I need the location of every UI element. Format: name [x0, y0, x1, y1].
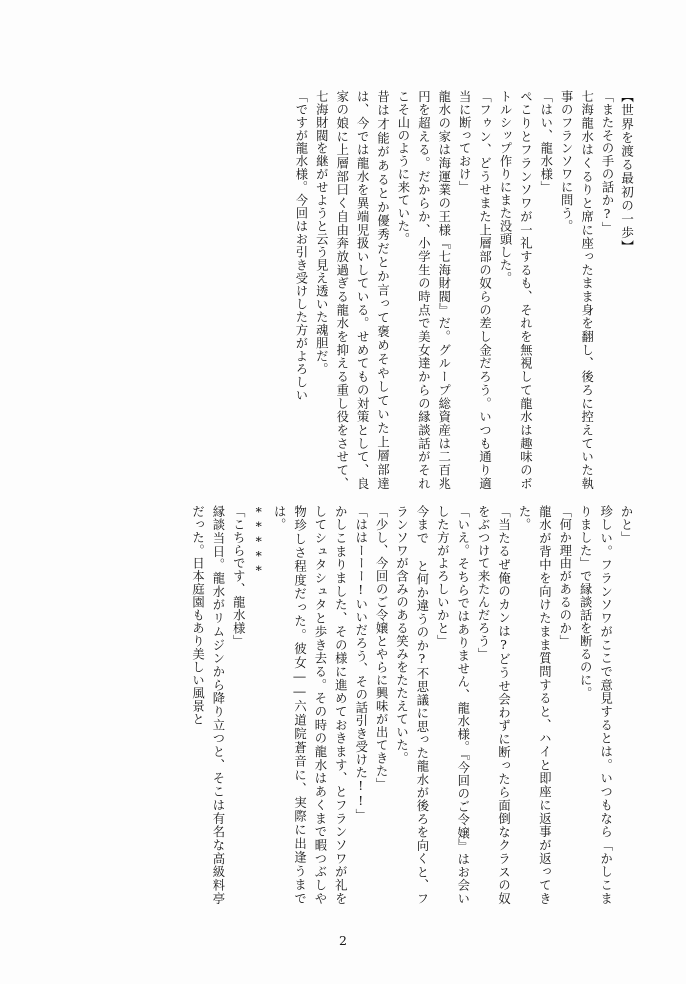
paragraph: 「当たるぜ俺のカンは?どうせ会わずに断ったら面倒なクラスの奴をぶつけて来たんだろう」 [476, 505, 511, 905]
paragraph: 縁談当日。龍水がリムジンから降り立つと、そこは有名な高級料亭だった。日本庭園もあり美しい風景と [190, 505, 225, 905]
upper-text-region [46, 90, 636, 490]
paragraph: 珍しい。フランソワがここで意見するとは。いつもなら「かしこまりました」で縁談話を断るのに。 [578, 505, 613, 905]
paragraph: 今まで と何か違うのか?不思議に思った龍水が後ろを向くと、フランソワが含みのある笑みをたたえていた。 [394, 505, 429, 905]
page-number: 2 [339, 933, 347, 948]
scene-break: ***** [251, 505, 266, 579]
paragraph: 「はい、龍水様」 [538, 90, 553, 194]
paragraph: 龍水の家は海運業の王様『七海財閥』だ。グループ総資産は二百兆円を超える。だからか、小学生の時点で美女達からの縁談話がそれこそ山のように来ていた。 [395, 90, 451, 490]
paragraph: 「何か理由があるのか」 [557, 505, 572, 648]
paragraph: 「ですが龍水様。今回はお引き受けした方がよろしい [293, 90, 308, 402]
paragraph: 「ははーーー!いいだろう、その話引き受けた!!」 [353, 505, 368, 822]
paragraph: 「こちらです、龍水様」 [231, 505, 246, 648]
paragraph: 七海龍水はくるりと席に座ったまま身を翻し、後ろに控えていた執事のフランソワに問う。 [559, 90, 594, 490]
paragraph: 龍水が背中を向けたまま質問すると、ハイと即座に返事が返ってきた。 [516, 505, 552, 905]
paragraph: 「またその手の話か?」 [600, 90, 614, 235]
paragraph: かしこまりました、その様に進めておきます、とフランソワが礼をしてシュタシュタと歩き去る。その時の龍水はあくまで暇つぶしや物珍しさ程度だった。彼女――六道院蒼音に、実際に出逢うまでは。 [272, 505, 348, 905]
paragraph: 「フゥン、どうせまた上層部の奴らの差し金だろう。いつも通り適当に断っておけ」 [457, 90, 492, 490]
paragraph: 「少し、今回のご令嬢とやらに興味が出てきた」 [374, 505, 389, 791]
paragraph: 昔は才能があるとか優秀だとか言って褒めそやしていた上層部達は、今では龍水を異端児扱いしている。せめてもの対策として、良家の娘に上層部曰く自由奔放過ぎる龍水を抑える重し役をさせて、七海財閥を継がせようと云う見え透いた魂胆だ。 [314, 90, 390, 490]
paragraph: かと」 [619, 505, 633, 544]
paragraph: 「いえ。そちらではありません、龍水様。『今回のご令嬢』はお会いした方がよろしいかと」 [435, 505, 470, 905]
lower-text-region [46, 505, 636, 905]
chapter-heading: 【世界を渡る最初の一歩】 [619, 90, 634, 254]
paragraph: ぺこりとフランソワが一礼するも、それを無視して龍水は趣味のボトルシップ作りにまた没頭した。 [497, 90, 533, 490]
